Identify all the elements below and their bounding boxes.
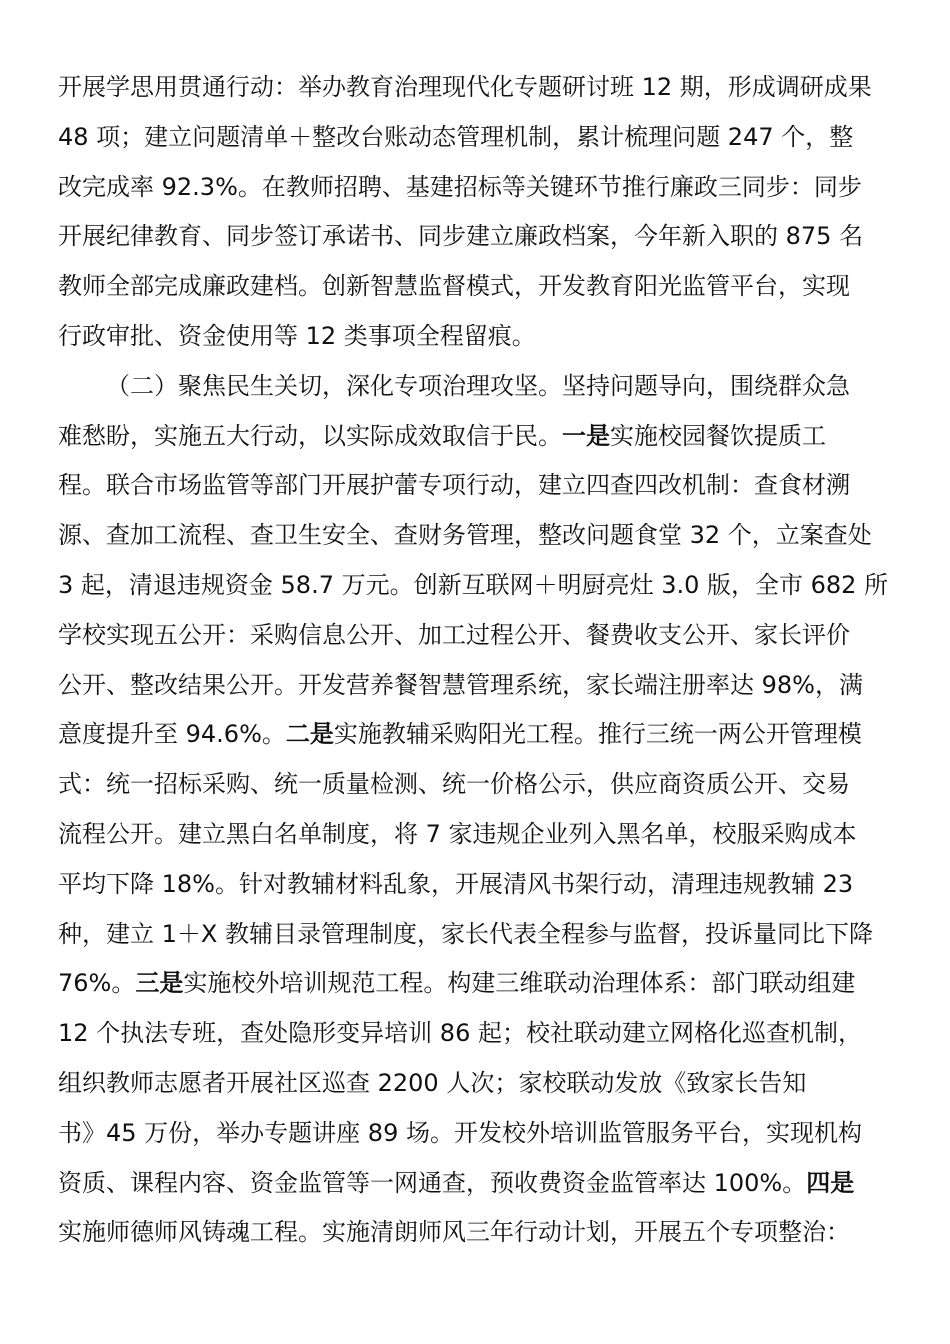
text-segment: 开展纪律教育、同步签订承诺书、同步建立廉政档案，今年新入职的 875 名 (58, 222, 864, 251)
paragraph-line (58, 212, 894, 262)
text-segment: 行政审批、资金使用等 12 类事项全程留痕。 (58, 321, 536, 350)
text-segment: 式：统一招标采购、统一质量检测、统一价格公示，供应商资质公开、交易 (58, 770, 850, 799)
document-body (58, 63, 894, 1258)
text-segment: 种，建立 1＋X 教辅目录管理制度，家长代表全程参与监督，投诉量同比下降 (58, 919, 873, 948)
paragraph-line (58, 461, 894, 511)
paragraph-line (58, 262, 894, 312)
paragraph-line (58, 661, 894, 711)
paragraph-line (58, 760, 894, 810)
text-segment: （二）聚焦民生关切，深化专项治理攻坚。坚持问题导向，围绕群众急 (106, 371, 850, 400)
paragraph-line (58, 1208, 894, 1258)
text-segment: 实施校外培训规范工程。构建三维联动治理体系：部门联动组建 (183, 969, 856, 998)
paragraph-line (58, 710, 894, 760)
paragraph-line (58, 1009, 894, 1059)
text-segment: 开展学思用贯通行动：举办教育治理现代化专题研讨班 12 期，形成调研成果 (58, 73, 872, 101)
text-segment: 实施校园餐饮提质工 (610, 421, 826, 450)
paragraph-line (58, 113, 894, 163)
text-segment: 76%。 (58, 969, 136, 998)
text-segment: 组织教师志愿者开展社区巡查 2200 人次；家校联动发放《致家长告知 (58, 1068, 807, 1097)
text-segment: 程。联合市场监管等部门开展护蕾专项行动，建立四查四改机制：查食材溯 (58, 471, 850, 500)
bold-keyword: 四是 (806, 1168, 855, 1197)
paragraph-line (58, 860, 894, 910)
text-segment: 书》45 万份，举办专题讲座 89 场。开发校外培训监管服务平台，实现机构 (58, 1118, 862, 1147)
paragraph-line (58, 63, 894, 113)
text-segment: 难愁盼，实施五大行动，以实际成效取信于民。 (58, 421, 562, 450)
text-segment: 48 项；建立问题清单＋整改台账动态管理机制，累计梳理问题 247 个，整 (58, 122, 854, 151)
paragraph-line (58, 312, 894, 362)
text-segment: 资质、课程内容、资金监管等一网通查，预收费资金监管率达 100%。 (58, 1168, 807, 1197)
text-segment: 源、查加工流程、查卫生安全、查财务管理，整改问题食堂 32 个，立案查处 (58, 521, 872, 550)
paragraph-line (58, 910, 894, 960)
paragraph-line (58, 1159, 894, 1209)
paragraph-line (58, 163, 894, 213)
text-segment: 平均下降 18%。针对教辅材料乱象，开展清风书架行动，清理违规教辅 23 (58, 869, 854, 898)
text-segment: 实施教辅采购阳光工程。推行三统一两公开管理模 (333, 720, 862, 749)
text-segment: 改完成率 92.3%。在教师招聘、基建招标等关键环节推行廉政三同步：同步 (58, 172, 862, 201)
paragraph-line (58, 511, 894, 561)
text-segment: 学校实现五公开：采购信息公开、加工过程公开、餐费收支公开、家长评价 (58, 620, 850, 649)
paragraph-line (58, 1059, 894, 1109)
bold-keyword: 一是 (562, 421, 610, 450)
paragraph-line (58, 1109, 894, 1159)
paragraph-line (58, 611, 894, 661)
text-segment: 12 个执法专班，查处隐形变异培训 86 起；校社联动建立网格化巡查机制， (58, 1019, 862, 1048)
paragraph-line (58, 412, 894, 462)
paragraph-line (58, 810, 894, 860)
bold-keyword: 二是 (285, 720, 334, 749)
paragraph-line (58, 959, 894, 1009)
text-segment: 3 起，清退违规资金 58.7 万元。创新互联网＋明厨亮灶 3.0 版，全市 682 所 (58, 570, 889, 599)
text-segment: 意度提升至 94.6%。 (58, 720, 286, 749)
text-segment: 实施师德师风铸魂工程。实施清朗师风三年行动计划，开展五个专项整治： (58, 1218, 850, 1247)
paragraph-line (58, 362, 894, 412)
text-segment: 流程公开。建立黑白名单制度，将 7 家违规企业列入黑名单，校服采购成本 (58, 819, 857, 848)
bold-keyword: 三是 (135, 969, 184, 998)
text-segment: 教师全部完成廉政建档。创新智慧监督模式，开发教育阳光监管平台，实现 (58, 272, 850, 301)
text-segment: 公开、整改结果公开。开发营养餐智慧管理系统，家长端注册率达 98%，满 (58, 670, 863, 699)
paragraph-line (58, 561, 894, 611)
